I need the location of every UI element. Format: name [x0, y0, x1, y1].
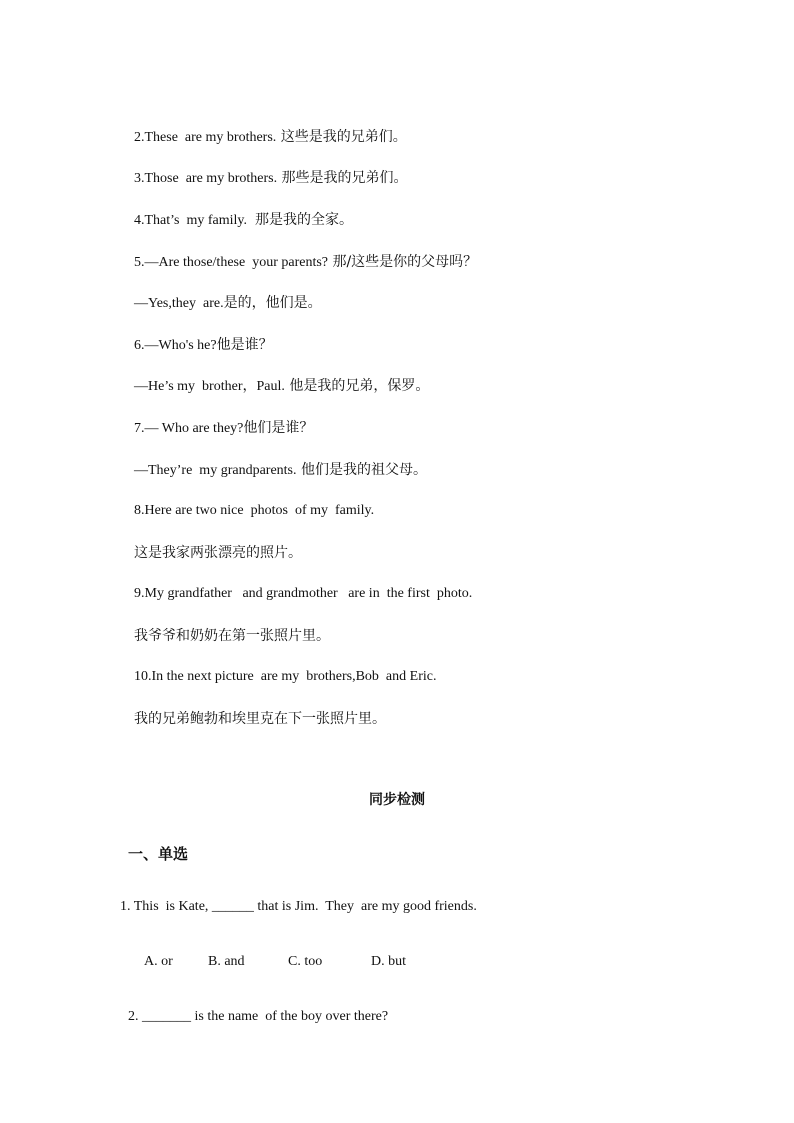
sentence-en: 3.Those are my brothers. [134, 171, 278, 186]
sentence-cn: 我的兄弟鲍勃和埃里克在下一张照片里。 [134, 711, 386, 727]
sentence-cn: 他们是我的祖父母。 [296, 462, 427, 478]
sentence-cn: 那些是我的兄弟们。 [277, 170, 408, 186]
question-1: 1. This is Kate, ______ that is Jim. They are my good friends. [120, 899, 477, 914]
option-a: A. or [144, 954, 173, 969]
sentence-en: —Yes,they are. [134, 296, 224, 311]
sentence-cn: 他们是谁？ [243, 420, 314, 436]
sentence-cn: 那/这些是你的父母吗？ [328, 254, 478, 270]
sentence-cn: 他是我的兄弟，保罗。 [284, 378, 430, 394]
sentence-cn: 这些是我的兄弟们。 [276, 129, 407, 145]
option-b: B. and [208, 954, 245, 969]
sentence-cn: 他是谁？ [216, 337, 273, 353]
sentence-en: 5.—Are those/these your parents? [134, 255, 328, 270]
sentence-cn: 那是我的全家。 [250, 212, 353, 228]
sentence-en: 7.— Who are they? [134, 421, 244, 436]
sentence-en: —He’s my brother，Paul. [134, 379, 285, 394]
option-d: D. but [371, 954, 406, 969]
sentence-en: 4.That’s my family. [134, 213, 251, 228]
sentence-en: 10.In the next picture are my brothers,Bob and Eric. [134, 669, 437, 684]
sentence-en: —They’re my grandparents. [134, 463, 297, 478]
sentence-en: 6.—Who's he? [134, 338, 217, 353]
section-title: 一、单选 [128, 845, 189, 863]
exercise-heading: 同步检测 [369, 792, 425, 808]
sentence-cn: 这是我家两张漂亮的照片。 [134, 545, 302, 561]
question-2: 2. _______ is the name of the boy over there? [128, 1009, 389, 1024]
sentence-cn: 我爷爷和奶奶在第一张照片里。 [134, 628, 330, 644]
option-c: C. too [288, 954, 323, 969]
sentence-en: 8.Here are two nice photos of my family. [134, 503, 375, 518]
sentence-cn: 是的，他们是。 [223, 295, 322, 311]
sentence-en: 2.These are my brothers. [134, 130, 277, 145]
sentence-10-translation [120, 692, 386, 747]
sentence-en: 9.My grandfather and grandmother are in the first photo. [134, 586, 473, 601]
